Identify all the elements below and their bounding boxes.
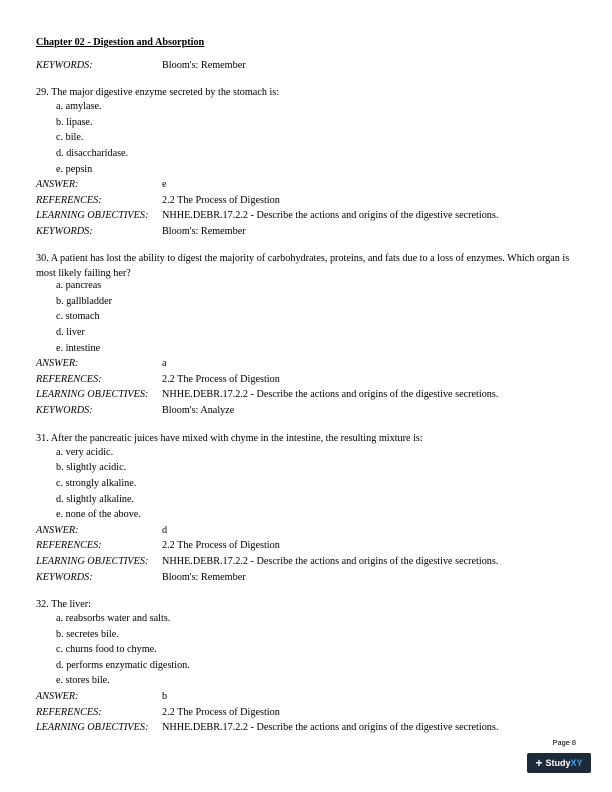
answer-label: ANSWER: — [36, 525, 79, 536]
plus-icon: + — [535, 756, 543, 770]
question-29-option: a. amylase. — [56, 101, 102, 112]
references-label: REFERENCES: — [36, 374, 102, 385]
learning-objectives-label: LEARNING OBJECTIVES: — [36, 389, 149, 400]
question-32-option: d. performs enzymatic digestion. — [56, 660, 190, 671]
question-31-answer: d — [162, 525, 168, 536]
references-label: REFERENCES: — [36, 195, 102, 206]
question-32-option: e. stores bile. — [56, 675, 110, 686]
keywords-value: Bloom's: Remember — [162, 60, 246, 71]
question-31-references: 2.2 The Process of Digestion — [162, 540, 280, 551]
question-29-keywords: Bloom's: Remember — [162, 226, 246, 237]
keywords-label: KEYWORDS: — [36, 60, 93, 71]
question-32-learning-objectives: NHHE.DEBR.17.2.2 - Describe the actions and origins of the digestive secretions. — [162, 722, 499, 733]
question-30-option: a. pancreas — [56, 280, 102, 291]
question-32-references: 2.2 The Process of Digestion — [162, 707, 280, 718]
question-29-stem: 29. The major digestive enzyme secreted by the stomach is: — [36, 87, 280, 98]
question-31-stem: 31. After the pancreatic juices have mixed with chyme in the intestine, the resulting mixture is: — [36, 433, 423, 444]
question-32-answer: b — [162, 691, 168, 702]
brand-suffix: XY — [570, 758, 583, 768]
question-29-option: c. bile. — [56, 132, 84, 143]
answer-label: ANSWER: — [36, 358, 79, 369]
references-label: REFERENCES: — [36, 707, 102, 718]
question-31-keywords: Bloom's: Remember — [162, 572, 246, 583]
chapter-title: Chapter 02 - Digestion and Absorption — [36, 37, 205, 48]
question-32-option: c. churns food to chyme. — [56, 644, 157, 655]
question-29-option: e. pepsin — [56, 164, 93, 175]
question-29-learning-objectives: NHHE.DEBR.17.2.2 - Describe the actions and origins of the digestive secretions. — [162, 210, 499, 221]
question-31-option: c. strongly alkaline. — [56, 478, 137, 489]
question-32-option: b. secretes bile. — [56, 629, 119, 640]
answer-label: ANSWER: — [36, 179, 79, 190]
keywords-label: KEYWORDS: — [36, 226, 93, 237]
question-30-option: d. liver — [56, 327, 85, 338]
question-30-learning-objectives: NHHE.DEBR.17.2.2 - Describe the actions and origins of the digestive secretions. — [162, 389, 499, 400]
question-30-references: 2.2 The Process of Digestion — [162, 374, 280, 385]
question-32-stem: 32. The liver: — [36, 599, 91, 610]
brand-prefix: Study — [545, 758, 571, 768]
page-number: Page 8 — [552, 738, 576, 747]
question-29-answer: e — [162, 179, 167, 190]
question-31-option: e. none of the above. — [56, 509, 141, 520]
question-30-answer: a — [162, 358, 167, 369]
learning-objectives-label: LEARNING OBJECTIVES: — [36, 210, 149, 221]
question-31-option: b. slightly acidic. — [56, 462, 127, 473]
question-30-keywords: Bloom's: Analyze — [162, 405, 235, 416]
keywords-label: KEYWORDS: — [36, 572, 93, 583]
question-29-references: 2.2 The Process of Digestion — [162, 195, 280, 206]
question-30-option: c. stomach — [56, 311, 100, 322]
question-31-option: a. very acidic. — [56, 447, 114, 458]
answer-label: ANSWER: — [36, 691, 79, 702]
question-30-option: b. gallbladder — [56, 296, 113, 307]
question-32-option: a. reabsorbs water and salts. — [56, 613, 171, 624]
question-30-option: e. intestine — [56, 343, 101, 354]
learning-objectives-label: LEARNING OBJECTIVES: — [36, 722, 149, 733]
keywords-label: KEYWORDS: — [36, 405, 93, 416]
question-30-stem: 30. A patient has lost the ability to digest the majority of carbohydrates, proteins, and fats due to a loss of enzymes. Which organ is most likely failing her? — [36, 253, 570, 279]
studyxy-badge[interactable] — [527, 753, 591, 773]
question-31-learning-objectives: NHHE.DEBR.17.2.2 - Describe the actions and origins of the digestive secretions. — [162, 556, 499, 567]
question-29-option: b. lipase. — [56, 117, 93, 128]
question-29-option: d. disaccharidase. — [56, 148, 129, 159]
learning-objectives-label: LEARNING OBJECTIVES: — [36, 556, 149, 567]
references-label: REFERENCES: — [36, 540, 102, 551]
question-31-option: d. slightly alkaline. — [56, 494, 135, 505]
